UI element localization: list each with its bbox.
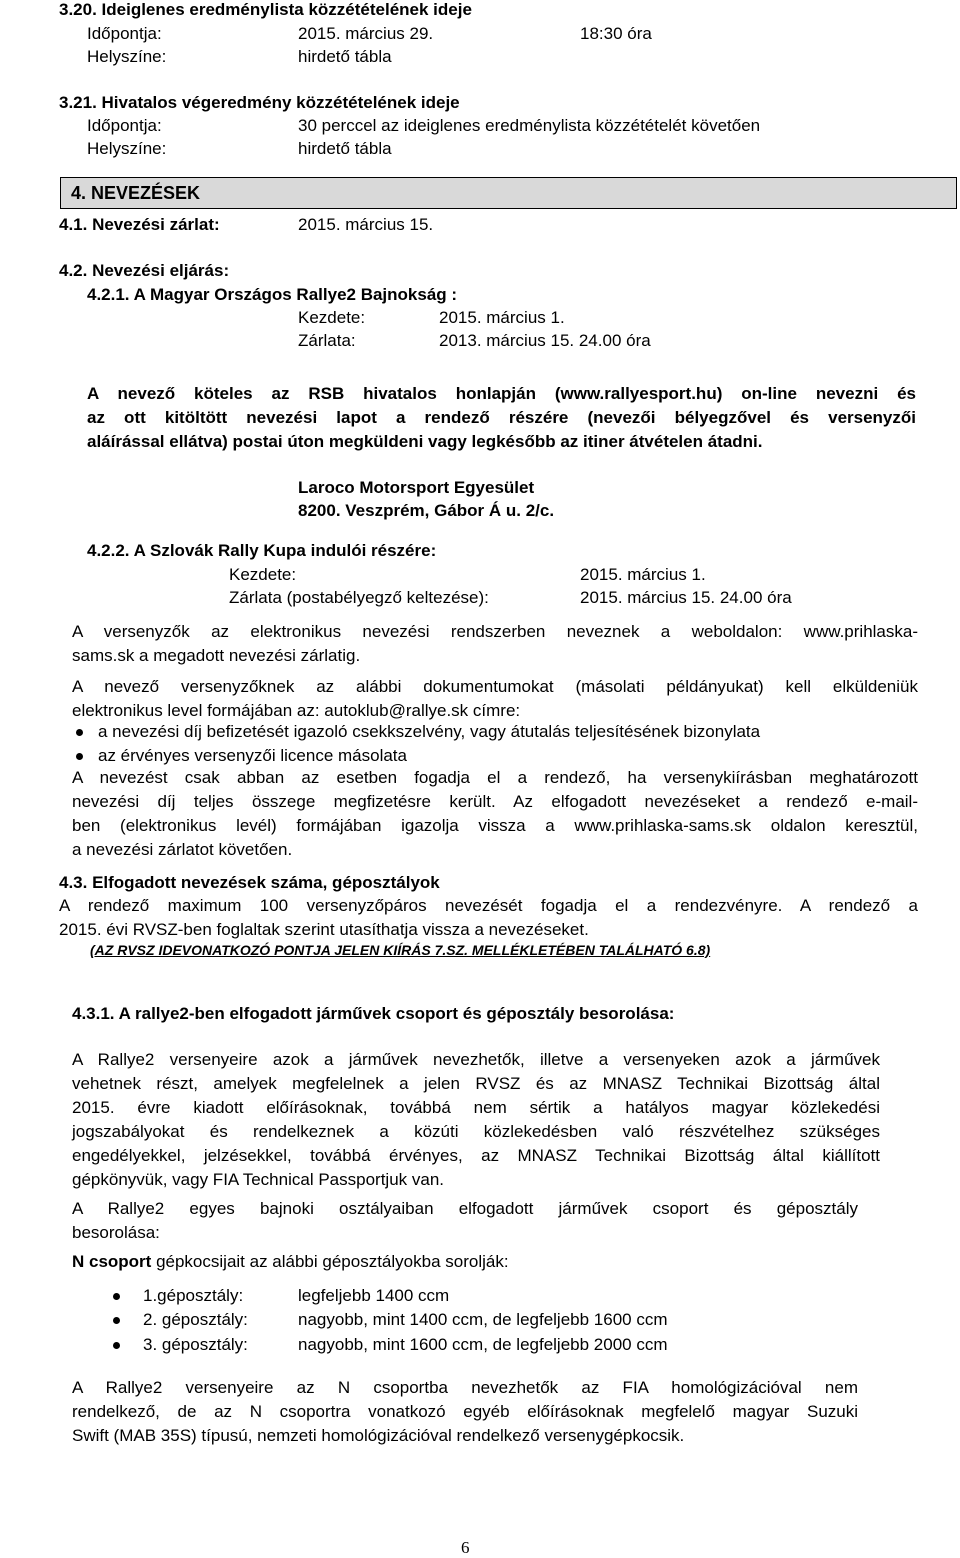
s431-p3-line-2: rendelkező, de az N csoportra vonatkozó egyéb előírásoknak megfelelő magyar Suzuki bbox=[72, 1402, 858, 1421]
s431-p1-line-2: vehetnek részt, amelyek megfelelnek a jelen RVSZ és az MNASZ Technikai Bizottság által bbox=[72, 1074, 880, 1093]
s41-label: 4.1. Nevezési zárlat: bbox=[59, 215, 220, 234]
s431-p2-line-1: A Rallye2 egyes bajnoki osztályaiban elfogadott járművek csoport és géposztály bbox=[72, 1199, 858, 1218]
bullet-icon bbox=[113, 1342, 120, 1349]
s321-time-label: Időpontja: bbox=[87, 116, 162, 135]
s421-para-line-2: az ott kitöltött nevezési lapot a rendező részére (nevezői bélyegzővel és versenyzői bbox=[87, 408, 916, 427]
s421-start: 2015. március 1. bbox=[439, 308, 565, 327]
n-group-text: gépkocsijait az alábbi géposztályokba sorolják: bbox=[151, 1252, 509, 1271]
s422-start: 2015. március 1. bbox=[580, 565, 706, 584]
s431-p1-line-4: jogszabályokat és rendelkeznek a közúti közlekedésben való részvételhez szükséges bbox=[72, 1122, 880, 1141]
s422-p3-line-2: nevezési díj teljes összege megfizetésre került. Az elfogadott nevezéseket a rendező e-mail- bbox=[72, 792, 918, 811]
s431-p1-line-6: gépkönyvük, vagy FIA Technical Passportjuk van. bbox=[72, 1170, 444, 1189]
class-3-name: 3. géposztály: bbox=[143, 1335, 248, 1354]
s422-paragraph-3 bbox=[72, 766, 918, 862]
s421-start-label: Kezdete: bbox=[298, 308, 366, 327]
page-number: 6 bbox=[461, 1538, 470, 1557]
s431-p2-line-2: besorolása: bbox=[72, 1223, 160, 1242]
s421-end: 2013. március 15. 24.00 óra bbox=[439, 331, 651, 350]
bullet-icon bbox=[113, 1293, 120, 1300]
s422-end: 2015. március 15. 24.00 óra bbox=[580, 588, 792, 607]
s421-para-line-1: A nevező köteles az RSB hivatalos honlapján (www.rallyesport.hu) on-line nevezni és bbox=[87, 384, 916, 403]
s422-p2-line-1: A nevező versenyzőknek az alábbi dokumentumokat (másolati példányukat) kell elküldeniük bbox=[72, 677, 918, 696]
s431-paragraph-3 bbox=[72, 1376, 858, 1448]
s422-paragraph-1 bbox=[72, 620, 918, 668]
s43-para-line-1: A rendező maximum 100 versenyzőpáros nevezését fogadja el a rendezvényre. A rendező a bbox=[59, 896, 918, 915]
bullet-icon bbox=[76, 729, 83, 736]
section-4-heading: 4. NEVEZÉSEK bbox=[71, 183, 201, 203]
s422-p3-line-1: A nevezést csak abban az esetben fogadja el a rendező, ha versenykiírásban meghatározott bbox=[72, 768, 918, 787]
class-2-name: 2. géposztály: bbox=[143, 1310, 248, 1329]
s41-value: 2015. március 15. bbox=[298, 215, 434, 234]
bullet-icon bbox=[76, 753, 83, 760]
s42-label: 4.2. Nevezési eljárás: bbox=[59, 261, 230, 280]
s43-para-line-2: 2015. évi RVSZ-ben foglaltak szerint utasíthatja vissza a nevezéseket. bbox=[59, 920, 589, 939]
s321-time: 30 perccel az ideiglenes eredménylista közzétételét követően bbox=[298, 116, 761, 135]
s422-paragraph-2 bbox=[72, 675, 918, 723]
s431-paragraph-1 bbox=[72, 1048, 880, 1192]
s422-p3-line-3: ben (elektronikus levél) formájában igazolja vissza a www.prihlaska-sams.sk oldalon keresztül, bbox=[72, 816, 918, 835]
bullet-icon bbox=[113, 1317, 120, 1324]
class-2-desc: nagyobb, mint 1400 ccm, de legfeljebb 1600 ccm bbox=[298, 1310, 668, 1329]
s321-place-label: Helyszíne: bbox=[87, 139, 167, 158]
s422-bullet-1: a nevezési díj befizetését igazoló csekkszelvény, vagy átutalás teljesítésének bizonylata bbox=[98, 722, 761, 741]
section-4-banner bbox=[60, 177, 957, 209]
organizer-address: 8200. Veszprém, Gábor Á u. 2/c. bbox=[298, 501, 555, 520]
s422-bullet-2: az érvényes versenyzői licence másolata bbox=[98, 746, 407, 765]
s43-note: (AZ RVSZ IDEVONATKOZÓ PONTJA JELEN KIÍRÁS 7.SZ. MELLÉKLETÉBEN TALÁLHATÓ 6.8) bbox=[90, 942, 711, 958]
s431-p1-line-5: engedélyekkel, jelzésekkel, továbbá érvényes, az MNASZ Technikai Bizottság által kiállított bbox=[72, 1146, 880, 1165]
s421-paragraph bbox=[87, 382, 916, 454]
s320-time-label: Időpontja: bbox=[87, 24, 162, 43]
s421-para-line-3: aláírással ellátva) postai úton megküldeni vagy legkésőbb az itiner átvételen átadni. bbox=[87, 432, 763, 451]
class-1-desc: legfeljebb 1400 ccm bbox=[298, 1286, 450, 1305]
s431-heading: 4.3.1. A rallye2-ben elfogadott járművek csoport és géposztály besorolása: bbox=[72, 1004, 675, 1023]
s431-p3-line-3: Swift (MAB 35S) típusú, nemzeti homológizációval rendelkező versenygépkocsik. bbox=[72, 1426, 685, 1445]
s320-clock: 18:30 óra bbox=[580, 24, 652, 43]
s422-p1-line-2: sams.sk a megadott nevezési zárlatig. bbox=[72, 646, 361, 665]
class-3-desc: nagyobb, mint 1600 ccm, de legfeljebb 2000 ccm bbox=[298, 1335, 668, 1354]
s43-paragraph bbox=[59, 894, 918, 942]
s43-heading: 4.3. Elfogadott nevezések száma, géposztályok bbox=[59, 873, 440, 892]
n-group-label: N csoport bbox=[72, 1252, 152, 1271]
s421-label: 4.2.1. A Magyar Országos Rallye2 Bajnokság : bbox=[87, 285, 458, 304]
s320-date: 2015. március 29. bbox=[298, 24, 434, 43]
s422-end-label: Zárlata (postabélyegző keltezése): bbox=[229, 588, 489, 607]
s320-place: hirdető tábla bbox=[298, 47, 392, 66]
s431-p1-line-3: 2015. évre kiadott előírásoknak, továbbá nem sértik a hatályos magyar közlekedési bbox=[72, 1098, 880, 1117]
s320-place-label: Helyszíne: bbox=[87, 47, 167, 66]
n-group-line bbox=[72, 1252, 509, 1272]
s422-p3-line-4: a nevezési zárlatot követően. bbox=[72, 840, 293, 859]
section-3-20-heading: 3.20. Ideiglenes eredménylista közzétételének ideje bbox=[59, 0, 472, 19]
s422-p1-line-1: A versenyzők az elektronikus nevezési rendszerben neveznek a weboldalon: www.prihlaska- bbox=[72, 622, 918, 641]
s431-paragraph-2 bbox=[72, 1197, 858, 1245]
s421-end-label: Zárlata: bbox=[298, 331, 356, 350]
s422-label: 4.2.2. A Szlovák Rally Kupa indulói részére: bbox=[87, 541, 437, 560]
s422-start-label: Kezdete: bbox=[229, 565, 297, 584]
s321-place: hirdető tábla bbox=[298, 139, 392, 158]
s422-p2-line-2: elektronikus level formájában az: autoklub@rallye.sk címre: bbox=[72, 701, 521, 720]
s431-p1-line-1: A Rallye2 versenyeire azok a járművek nevezhetők, illetve a versenyeken azok a járművek bbox=[72, 1050, 880, 1069]
s431-p3-line-1: A Rallye2 versenyeire az N csoportba nevezhetők az FIA homológizációval nem bbox=[72, 1378, 858, 1397]
class-1-name: 1.géposztály: bbox=[143, 1286, 244, 1305]
organizer-name: Laroco Motorsport Egyesület bbox=[298, 478, 535, 497]
section-3-21-heading: 3.21. Hivatalos végeredmény közzétételének ideje bbox=[59, 93, 460, 112]
